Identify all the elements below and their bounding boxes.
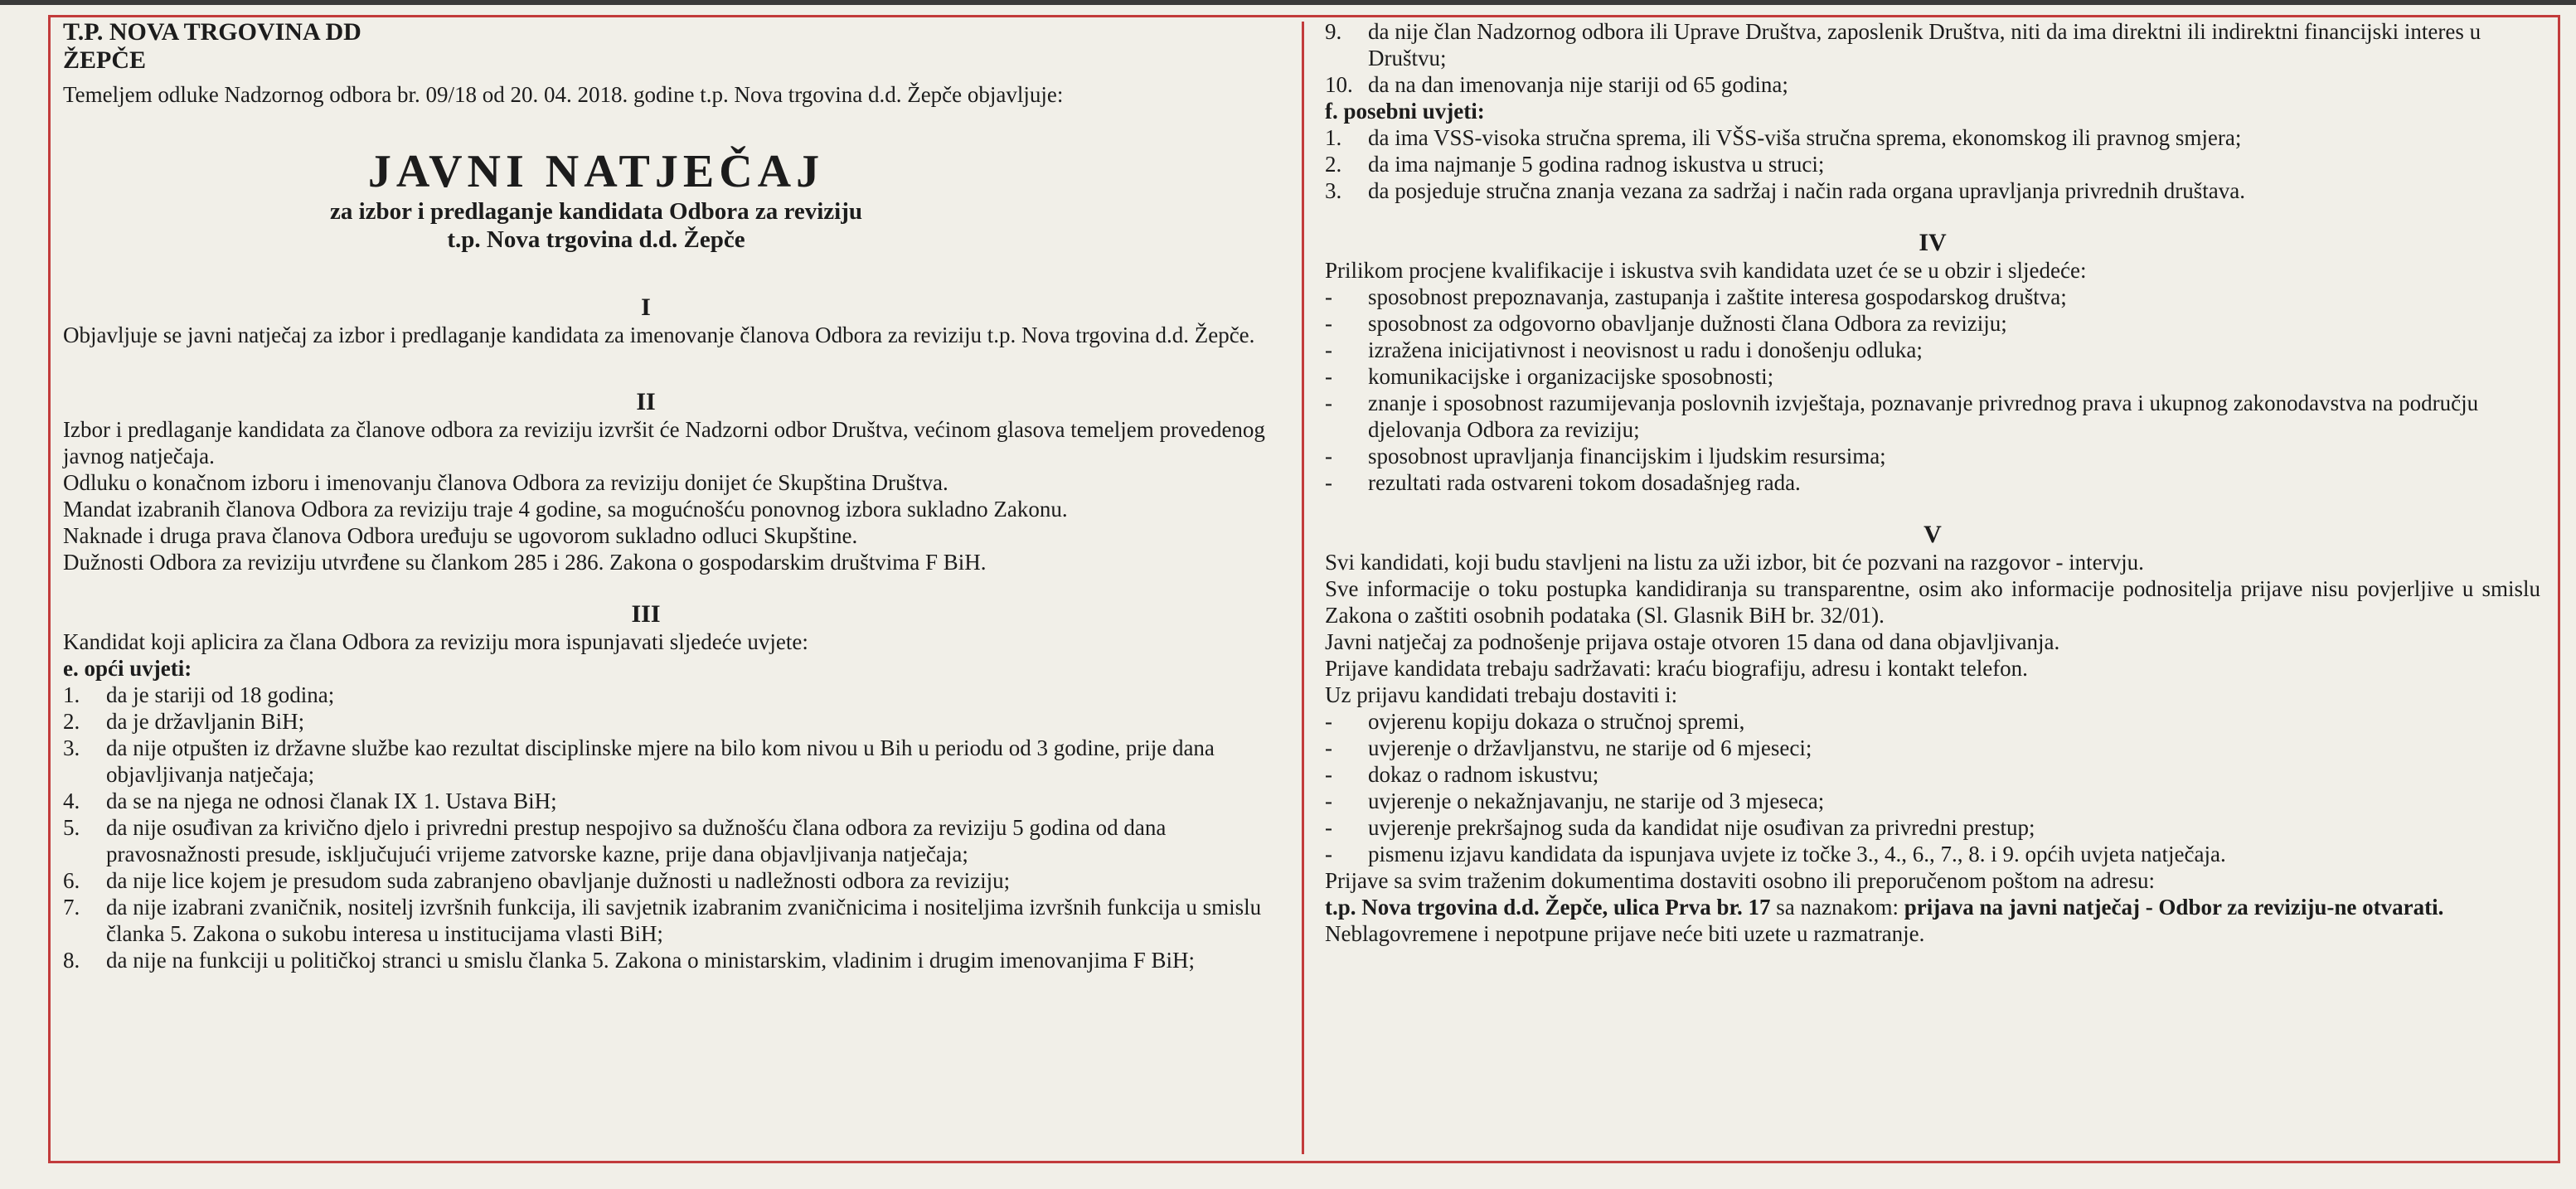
section-heading-2: II: [636, 388, 656, 415]
item-text: izražena inicijativnost i neovisnost u radu i donošenju odluka;: [1368, 337, 1923, 362]
list-item: [1325, 735, 2540, 761]
item-text: sposobnost za odgovorno obavljanje dužnosti člana Odbora za reviziju;: [1368, 311, 2007, 336]
item-number: 1.: [63, 682, 80, 707]
dash-bullet: -: [1325, 364, 1332, 389]
section-2-para: Mandat izabranih članova Odbora za reviziju traje 4 godine, sa mogućnošću ponovnog izbora sukladno Zakonu.: [63, 497, 1068, 522]
item-number: 3.: [1325, 178, 1342, 203]
dash-bullet: -: [1325, 842, 1332, 866]
section-3-intro: Kandidat koji aplicira za člana Odbora za reviziju mora ispunjavati sljedeće uvjete:: [63, 629, 808, 654]
section-4-intro: Prilikom procjene kvalifikacije i iskustva svih kandidata uzet će se u obzir i sljedeće:: [1325, 258, 2087, 283]
section-2-para: Naknade i druga prava članova Odbora uređuju se ugovorom sukladno odluci Skupštine.: [63, 523, 858, 548]
item-text: da ima najmanje 5 godina radnog iskustva u struci;: [1368, 152, 1825, 177]
notice-title: JAVNI NATJEČAJ: [367, 146, 825, 197]
section-2-para: Odluku o konačnom izboru i imenovanju članova Odbora za reviziju donijet će Skupština Društva.: [63, 470, 948, 495]
list-item: [1325, 71, 2540, 98]
submission-address: [1325, 894, 2540, 920]
list-item: [1325, 310, 2540, 337]
item-text: da nije lice kojem je presudom suda zabranjeno obavljanje dužnosti u nadležnosti odbora za reviziju;: [106, 868, 1011, 893]
item-text: da posjeduje stručna znanja vezana za sadržaj i način rada organa upravljanja privrednih društava.: [1368, 178, 2246, 203]
dash-bullet: -: [1325, 284, 1332, 309]
list-item: [1325, 443, 2540, 469]
company-name: T.P. NOVA TRGOVINA DD: [63, 18, 361, 46]
item-text: komunikacijske i organizacijske sposobnosti;: [1368, 364, 1774, 389]
section-5-para: Prijave kandidata trebaju sadržavati: kraću biografiju, adresu i kontakt telefon.: [1325, 656, 2028, 681]
general-conditions-list: [63, 682, 1278, 973]
company-town: ŽEPČE: [63, 46, 147, 74]
item-number: 4.: [63, 789, 80, 813]
list-item: [1325, 363, 2540, 390]
notice-subtitle-2: t.p. Nova trgovina d.d. Žepče: [447, 226, 745, 253]
list-item: [1325, 124, 2540, 151]
item-text: rezultati rada ostvareni tokom dosadašnjeg rada.: [1368, 470, 1801, 495]
list-item: [1325, 788, 2540, 814]
item-text: da se na njega ne odnosi članak IX 1. Ustava BiH;: [106, 789, 557, 813]
list-item: [63, 814, 1278, 867]
envelope-marking: prijava na javni natječaj - Odbor za reviziju-ne otvarati.: [1904, 895, 2444, 920]
dash-bullet: -: [1325, 470, 1332, 495]
dash-bullet: -: [1325, 391, 1332, 415]
dash-bullet: -: [1325, 789, 1332, 813]
section-5-para: Uz prijavu kandidati trebaju dostaviti i:: [1325, 682, 1678, 707]
top-rule: [0, 0, 2576, 5]
list-item: [1325, 390, 2540, 443]
item-text: da nije član Nadzornog odbora ili Uprave Društva, zaposlenik Društva, niti da ima direktni ili indirektni financijski interes u Društvu;: [1368, 19, 2481, 70]
left-column: [63, 18, 1278, 973]
general-conditions-label: e. opći uvjeti:: [63, 656, 192, 681]
list-item: [1325, 337, 2540, 363]
list-item: [63, 708, 1278, 735]
list-item: [1325, 18, 2540, 71]
section-heading-4: IV: [1919, 229, 1947, 256]
item-text: da nije osuđivan za krivično djelo i privredni prestup nespojivo sa dužnošću člana odbora za reviziju 5 godina od dana pravosnažnosti presude, isključujući vrijeme zatvorske kazne, prije dana objavljivanja natječaja;: [106, 815, 1167, 866]
dash-bullet: -: [1325, 815, 1332, 840]
item-text: da ima VSS-visoka stručna sprema, ili VŠS-viša stručna sprema, ekonomskog ili pravnog smjera;: [1368, 125, 2242, 150]
item-number: 8.: [63, 948, 80, 973]
list-item: [1325, 151, 2540, 177]
item-text: uvjerenje o nekažnjavanju, ne starije od 3 mjeseca;: [1368, 789, 1825, 813]
general-conditions-list-cont: [1325, 18, 2540, 98]
section-2-para: Izbor i predlaganje kandidata za članove odbora za reviziju izvršit će Nadzorni odbor Društva, većinom glasova temeljem provedenog javnog natječaja.: [63, 417, 1265, 468]
item-number: 2.: [63, 709, 80, 734]
list-item: [63, 682, 1278, 708]
section-heading-5: V: [1924, 521, 1942, 548]
list-item: [1325, 284, 2540, 310]
list-item: [1325, 814, 2540, 841]
dash-bullet: -: [1325, 762, 1332, 787]
item-text: dokaz o radnom iskustvu;: [1368, 762, 1599, 787]
special-conditions-label: f. posebni uvjeti:: [1325, 99, 1485, 124]
submission-text: Prijave sa svim traženim dokumentima dostaviti osobno ili preporučenom poštom na adresu:: [1325, 868, 2156, 893]
column-divider: [1302, 22, 1304, 1154]
right-column: [1325, 18, 2540, 947]
section-5-para: Javni natječaj za podnošenje prijava ostaje otvoren 15 dana od dana objavljivanja.: [1325, 629, 2060, 654]
closing-text: Neblagovremene i nepotpune prijave neće biti uzete u razmatranje.: [1325, 921, 1925, 946]
list-item: [1325, 469, 2540, 496]
item-text: sposobnost upravljanja financijskim i ljudskim resursima;: [1368, 444, 1886, 468]
item-text: da na dan imenovanja nije stariji od 65 godina;: [1368, 72, 1788, 97]
item-text: ovjerenu kopiju dokaza o stručnoj spremi,: [1368, 709, 1745, 734]
item-text: da je državljanin BiH;: [106, 709, 305, 734]
item-number: 9.: [1325, 19, 1342, 44]
dash-bullet: -: [1325, 709, 1332, 734]
notice-subtitle-1: za izbor i predlaganje kandidata Odbora za reviziju: [329, 198, 863, 225]
special-conditions-list: [1325, 124, 2540, 204]
list-item: [1325, 177, 2540, 204]
dash-bullet: -: [1325, 444, 1332, 468]
item-text: da je stariji od 18 godina;: [106, 682, 335, 707]
section-1-text: Objavljuje se javni natječaj za izbor i predlaganje kandidata za imenovanje članova Odbora za reviziju t.p. Nova trgovina d.d. Žepče.: [63, 323, 1255, 347]
item-text: uvjerenje o državljanstvu, ne starije od 6 mjeseci;: [1368, 735, 1812, 760]
item-text: da nije izabrani zvaničnik, nositelj izvršnih funkcija, ili savjetnik izabranim zvaničnicima i nositeljima izvršnih funkcija u smislu članka 5. Zakona o sukobu interesa u institucijama vlasti BiH;: [106, 895, 1262, 946]
section-heading-1: I: [641, 294, 651, 321]
criteria-list: [1325, 284, 2540, 496]
dash-bullet: -: [1325, 735, 1332, 760]
section-5-para: Sve informacije o toku postupka kandidiranja su transparentne, osim ako informacije podnositelja prijave nisu povjerljive u smislu Zakona o zaštiti osobnih podataka (Sl. Glasnik BiH br. 32/01).: [1325, 576, 2540, 628]
list-item: [63, 867, 1278, 894]
list-item: [63, 947, 1278, 973]
list-item: [1325, 761, 2540, 788]
item-number: 2.: [1325, 152, 1342, 177]
section-2-para: Dužnosti Odbora za reviziju utvrđene su člankom 285 i 286. Zakona o gospodarskim društvima F BiH.: [63, 550, 987, 575]
list-item: [63, 735, 1278, 788]
dash-bullet: -: [1325, 311, 1332, 336]
item-number: 5.: [63, 815, 80, 840]
intro-text: Temeljem odluke Nadzornog odbora br. 09/18 od 20. 04. 2018. godine t.p. Nova trgovina d.d. Žepče objavljuje:: [63, 82, 1064, 107]
item-number: 1.: [1325, 125, 1342, 150]
item-number: 6.: [63, 868, 80, 893]
address-connector: sa naznakom:: [1770, 895, 1904, 920]
section-heading-3: III: [631, 600, 661, 628]
item-number: 10.: [1325, 72, 1353, 97]
item-text: uvjerenje prekršajnog suda da kandidat nije osuđivan za privredni prestup;: [1368, 815, 2035, 840]
item-text: pismenu izjavu kandidata da ispunjava uvjete iz točke 3., 4., 6., 7., 8. i 9. općih uvjeta natječaja.: [1368, 842, 2226, 866]
item-text: sposobnost prepoznavanja, zastupanja i zaštite interesa gospodarskog društva;: [1368, 284, 2067, 309]
section-5-para: Svi kandidati, koji budu stavljeni na listu za uži izbor, bit će pozvani na razgovor - intervju.: [1325, 550, 2144, 575]
item-text: znanje i sposobnost razumijevanja poslovnih izvještaja, poznavanje privrednog prava i ukupnog zakonodavstva na području djelovanja Odbora za reviziju;: [1368, 391, 2479, 442]
item-text: da nije na funkciji u političkoj stranci u smislu članka 5. Zakona o ministarskim, vladinim i drugim imenovanjima F BiH;: [106, 948, 1196, 973]
list-item: [63, 894, 1278, 947]
item-number: 7.: [63, 895, 80, 920]
item-number: 3.: [63, 735, 80, 760]
required-documents-list: [1325, 708, 2540, 867]
address-bold: t.p. Nova trgovina d.d. Žepče, ulica Prva br. 17: [1325, 895, 1771, 920]
list-item: [1325, 708, 2540, 735]
list-item: [63, 788, 1278, 814]
item-text: da nije otpušten iz državne službe kao rezultat disciplinske mjere na bilo kom nivou u Bih u periodu od 3 godine, prije dana objavljivanja natječaja;: [106, 735, 1215, 787]
dash-bullet: -: [1325, 337, 1332, 362]
list-item: [1325, 841, 2540, 867]
